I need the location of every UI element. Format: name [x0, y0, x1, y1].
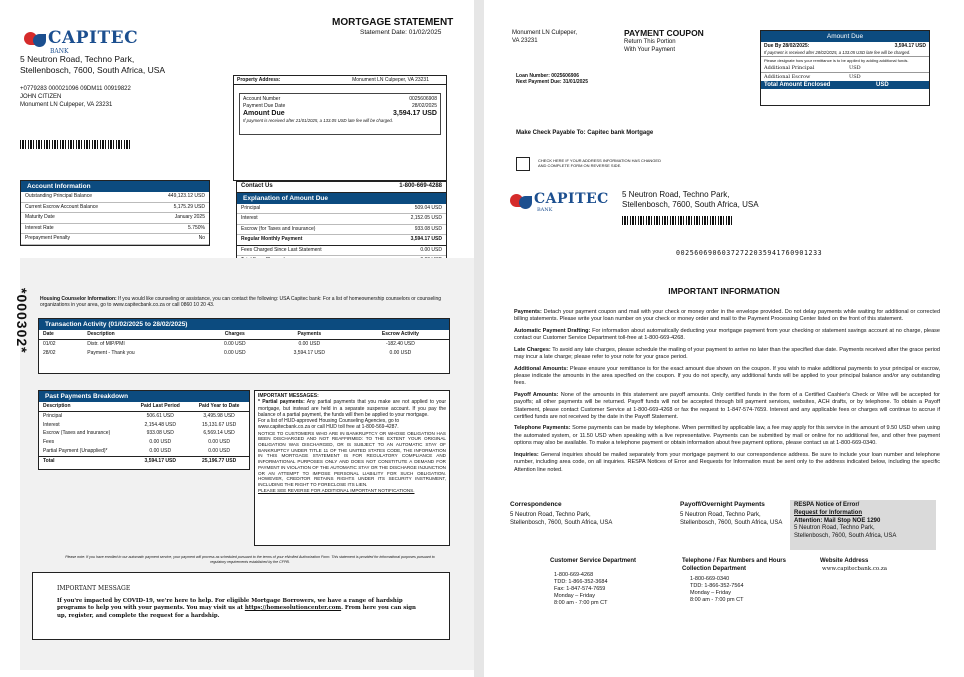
past-payments-table: [39, 402, 249, 465]
past-payments-cell: 0.00 USD: [149, 439, 172, 445]
explanation-header: Explanation of Amount Due: [237, 193, 446, 204]
partial-payments-lead: * Partial payments:: [258, 399, 305, 406]
transaction-cell: Distr. of MIP/PMI: [87, 340, 125, 347]
past-payments-cell: 0.00 USD: [208, 439, 230, 445]
covid-message-text: [57, 598, 425, 620]
covid-text-before: If you're impacted by COVID-19, we're here to help. For eligible Mortgage Borrowers, we have a range of hardship programs to help you with your payments. You may visit us at: [57, 598, 403, 612]
important-messages-title: IMPORTANT MESSAGES:: [258, 393, 319, 399]
explanation-value: 0.00 USD: [420, 246, 442, 253]
bankruptcy-notice: NOTICE TO CUSTOMERS WHO ARE IN BANKRUPTCY OR WHOSE OBLIGATION HAS BEEN DISCHARGED AND NOT REAFFIRMED: TO THE EXTENT YOUR ORIGINAL OBLIGATION WAS DISCHARGED, OR IS SUBJECT TO AN AUTOMATIC STAY OF BANKRUPTCY UNDER TITLE 11 OF THE UNITED STATES CODE, THE INFORMATION IN THIS MORTGAGE STATEMENT IS FOR REGULATORY COMPLIANCE AND INFORMATIONAL PURPOSES ONLY AND DOES NOT CONSTITUTE A DEMAND FOR PAYMENT IN VIOLATION OF THE AUTOMATIC STAY OR THE DISCHARGE INJUNCTION OR AN ATTEMPT TO IMPOSE PERSONAL LIABILITY FOR SUCH OBLIGATION. HOWEVER, CREDITOR RETAINS RIGHTS UNDER ITS SECURITY INSTRUMENT, INCLUDING THE RIGHT TO FORECLOSE ITS LIEN.: [258, 430, 446, 488]
info-paragraph: [514, 309, 940, 324]
past-payments-row: [39, 429, 249, 438]
bank-sub: BANK: [50, 48, 69, 55]
customer-service: [550, 558, 636, 608]
respa-sub: Request for Information: [794, 509, 863, 516]
borrower-name: JOHN CITIZEN: [20, 93, 62, 100]
tel-line: 1-800-669-0340: [690, 575, 730, 582]
payoff-address: [680, 501, 782, 528]
postal-barcode: [20, 140, 132, 149]
respa-attn: Attention: Mail Stop NOE 1290: [794, 517, 881, 524]
coupon-bank-name: CAPITEC: [534, 191, 609, 207]
bank-name: CAPITEC: [48, 28, 139, 48]
account-number-label: Account Number: [243, 96, 281, 103]
account-summary-box: [233, 75, 447, 181]
web-title: Website Address: [820, 558, 869, 564]
cs-line: TDD: 1-866-352-3684: [554, 578, 608, 585]
fine-print: Please note: If you have enrolled in our automatic payment service, your payment will process as scheduled pursuant to the terms of your eNrolled Authorization Form. This statement is provided for informational purposes pursuant to regulatory requirements established by the CFPB.: [65, 555, 435, 564]
transaction-cell: 0.00 USD: [223, 349, 246, 356]
correspondence-title: Correspondence: [510, 501, 562, 508]
amount-due-label: Amount Due: [243, 109, 285, 117]
info-paragraph-lead: Payments:: [514, 309, 542, 315]
coupon-bank-address-line2: Stellenbosch, 7600, South Africa, USA: [622, 200, 759, 210]
past-payments-row: [39, 456, 249, 465]
transactions-column-header: Charges: [203, 330, 267, 339]
transaction-cell: 28/02: [43, 349, 56, 356]
partial-payments-text: [258, 399, 446, 418]
past-payments-cell: Fees: [43, 439, 55, 445]
recipient-block: [20, 86, 131, 109]
coupon-designate-note: Please designate how your remittance is to be applied by adding additional funds.: [764, 57, 909, 63]
info-paragraph: [514, 452, 940, 474]
account-info-row: [21, 213, 209, 224]
coupon-next-payment: Next Payment Due: 31/01/2025: [516, 79, 588, 86]
important-info-body: [514, 309, 940, 478]
coupon-logo-icon: [510, 192, 534, 212]
account-info-label: Interest Rate: [25, 224, 54, 231]
past-payments-cell: 933.08 USD: [146, 430, 174, 437]
coupon-amount-header: Amount Due: [761, 31, 929, 42]
explanation-value: 933.08 USD: [414, 225, 442, 232]
tel-line: Monday – Friday: [690, 589, 731, 596]
past-payments-cell: 25,196.77 USD: [201, 457, 237, 464]
contact-phone[interactable]: 1-800-669-4288: [399, 183, 442, 189]
scan-line: 00256069060372722035941760901233: [676, 249, 823, 257]
info-paragraph-lead: Payoff Amounts:: [514, 391, 559, 398]
covid-message-box: [32, 572, 450, 640]
bank-address-line2: Stellenbosch, 7600, South Africa, USA: [20, 65, 166, 76]
account-info-row: [21, 234, 209, 245]
coupon-page: [484, 0, 964, 677]
cs-title: Customer Service Department: [550, 558, 637, 564]
correspondence-line1: 5 Neutron Road, Techno Park,: [510, 512, 591, 519]
counselor-lead: Housing Counselor Information:: [40, 296, 117, 302]
coupon-bank-address: [622, 190, 759, 211]
transactions-header: Transaction Activity (01/02/2025 to 28/02/2025): [39, 319, 449, 330]
statement-page: [0, 0, 474, 677]
explanation-label: Interest: [241, 215, 258, 222]
transaction-cell: -182.40 USD: [385, 340, 415, 347]
see-reverse-note: PLEASE SEE REVERSE FOR ADDITIONAL IMPORTANT NOTIFICATIONS.: [258, 487, 415, 493]
account-info-rows: [21, 192, 209, 245]
explanation-row: [237, 214, 446, 225]
info-paragraph: [514, 347, 940, 362]
past-payments-cell: 0.00 USD: [208, 447, 230, 454]
tel-line: TDD: 1-866-352-7564: [690, 582, 744, 589]
additional-principal-currency: USD: [849, 64, 861, 71]
coupon-bank-address-line1: 5 Neutron Road, Techno Park,: [622, 190, 730, 199]
account-info-label: Outstanding Principal Balance: [25, 193, 92, 199]
coupon-loan-info: [516, 73, 588, 86]
coupon-address-line1: Monument LN Culpeper,: [512, 30, 578, 36]
contact-label: Contact Us: [241, 183, 273, 189]
important-messages-box: [254, 390, 450, 546]
cs-line: 1-800-669-4268: [554, 571, 594, 578]
info-paragraph-text: Detach your payment coupon and mail with your check or money order in the envelope provided. Do not delay payments while waiting for additional or corrected billing statements. Please write your loan number on your check or money order and mail to the Payment Processing Center listed on the front of this statement.: [514, 309, 940, 323]
coupon-address: [512, 30, 577, 46]
transactions-box: [38, 318, 450, 374]
account-number: 0025606908: [409, 96, 437, 103]
payoff-line2: Stellenbosch, 7600, South Africa, USA: [680, 520, 783, 527]
past-payments-column-header: Paid Year to Date: [189, 402, 249, 411]
website-link[interactable]: www.capitecbank.co.za: [822, 565, 888, 572]
info-paragraph-text: For information about automatically deducting your mortgage payment from your checking or statement savings account at no charge, please contact our Customer Service Department toll-free at 1-800-669-4268.: [514, 327, 940, 342]
account-info-label: Prepayment Penalty: [25, 235, 71, 241]
explanation-row: [237, 225, 446, 236]
tel-lines: [682, 576, 786, 605]
account-info-value: 5.750%: [188, 224, 205, 231]
counselor-info: [40, 296, 460, 309]
cs-lines: [550, 572, 636, 608]
explanation-label: Regular Monthly Payment: [241, 236, 303, 243]
additional-escrow-currency: USD: [849, 73, 861, 80]
coupon-subtitle: [624, 39, 676, 55]
transaction-cell: 01/02: [43, 340, 56, 347]
coupon-sub1: Return This Portion: [624, 39, 676, 45]
explanation-label: Fees Charged Since Last Statement: [241, 246, 322, 253]
capitec-logo-icon: [24, 30, 48, 50]
transactions-column-header: Description: [83, 330, 203, 339]
check-payable: Make Check Payable To: Capitec bank Mortgage: [516, 130, 654, 136]
coupon-postal-barcode: [622, 216, 734, 225]
account-info-label: Current Escrow Account Balance: [25, 203, 99, 210]
transactions-column-header: Date: [39, 330, 83, 339]
explanation-value: 509.04 USD: [414, 204, 442, 211]
explanation-row: [237, 204, 446, 215]
tel-sub: Collection Department: [682, 565, 747, 572]
amount-due: 3,594.17 USD: [393, 109, 437, 117]
coupon-bank-sub: BANK: [537, 207, 553, 213]
info-paragraph-text: None of the amounts in this statement are payoff amounts. Only certified funds in the form of a Certified Cashier's Check or Wire will be accepted for payoffs; all other payments will be returned. Payoff funds will not be accepted through bill payment services, websites, ACH drafts, or by telephone. To obtain a Payoff Statement, please contact Customer Service at 1-800-669-4268 or fax the request to 1-847-574-7659. Interest and any applicable fees or charges will continue to accrue if certified funds are not received by the date in the Payoff Statement.: [514, 391, 940, 421]
additional-principal-label: Additional Principal: [764, 64, 815, 71]
past-payments-box: [38, 390, 250, 470]
info-paragraph: [514, 392, 940, 422]
property-label: Property Address:: [237, 77, 281, 83]
late-fee-note: If payment is received after 21/01/2025, a 133.05 USD late fee will be charged.: [243, 117, 394, 123]
coupon-loan-number: Loan Number: 0025606906: [516, 73, 580, 79]
info-paragraph-text: To avoid any late charges, please schedule the mailing of your payment to arrive no later than the specified due date. Payments received after the grace period may incur a late charge; please refer to your note for your grace period.: [514, 346, 940, 361]
info-paragraph-text: Please ensure your remittance is for the exact amount due shown on the coupon. If you wish to make additional payments to your principal or escrow, please indicate the amounts in the area specified on the coupon. If you do not specify, any additional funds will be applied to your principal balance and/or any outstanding fees.: [514, 365, 940, 387]
explanation-row: [237, 235, 446, 246]
payment-due-label: Payment Due Date: [243, 102, 286, 109]
past-payments-column-header: Description: [39, 402, 131, 411]
transaction-row: [39, 339, 449, 348]
info-paragraph: [514, 366, 940, 388]
info-paragraph: [514, 328, 940, 343]
transaction-cell: 0.00 USD: [223, 340, 246, 347]
capitec-logo: [24, 30, 138, 55]
coupon-late-note: If payment is received after 28/02/2025, a 133.05 USD late fee will be charged.: [761, 50, 929, 56]
transaction-row: [39, 349, 449, 358]
past-payments-cell: 15,131.67 USD: [201, 421, 237, 428]
info-paragraph: [514, 425, 940, 447]
info-paragraph-lead: Automatic Payment Drafting:: [514, 327, 591, 334]
transaction-cell: 0.00 USD: [389, 349, 412, 356]
account-info-value: 5,175.29 USD: [173, 203, 205, 210]
coupon-address-line2: VA 23231: [512, 37, 538, 44]
tel-line: 8:00 am - 7:00 pm CT: [690, 597, 744, 604]
additional-escrow-label: Additional Escrow: [764, 73, 811, 80]
mail-code: +0779283 000021096 09DM11 00919822: [20, 86, 131, 92]
explanation-label: Escrow (for Taxes and Insurance): [241, 225, 316, 232]
explanation-value: 3,594.17 USD: [410, 236, 442, 243]
address-change-text: CHECK HERE IF YOUR ADDRESS INFORMATION HAS CHANGED AND COMPLETE FORM ON REVERSE SIDE.: [538, 158, 661, 169]
past-payments-cell: 2,154.48 USD: [144, 421, 176, 428]
past-payments-cell: 3,594.17 USD: [144, 457, 176, 464]
past-payments-cell: Principal: [43, 412, 63, 419]
past-payments-cell: 506.61 USD: [146, 412, 174, 419]
coupon-due-by-label: Due By 28/02/2025:: [764, 43, 810, 49]
cs-line: Fax: 1-847-574-7659: [554, 586, 606, 593]
transactions-column-header: Payments: [267, 330, 352, 339]
past-payments-row: [39, 421, 249, 430]
past-payments-cell: 0.00 USD: [149, 447, 172, 454]
counselor-text: If you would like counseling or assistance, you can contact the following: USA Capitec bank: For a list of homeownership counselors or counseling organizations in your area, go to www.capitecbank.co.za or call 0860 10 20 43.: [40, 296, 442, 309]
telephone-fax: [682, 558, 786, 604]
account-info-row: [21, 224, 209, 235]
transactions-column-header: Escrow Activity: [352, 330, 449, 339]
respa-address: [790, 500, 936, 550]
coupon-capitec-logo: [510, 192, 609, 213]
bank-address: [20, 54, 165, 76]
partial-payments-body: Any partial payments that you make are not applied to your mortgage, but instead are held in a separate suspense account. If you pay the balance of a partial payment, the funds will then be applied to your mortgage.: [258, 399, 446, 418]
account-info-label: Maturity Date: [25, 214, 55, 220]
transaction-cell: 3,594.17 USD: [293, 349, 325, 356]
cs-line: 8:00 am - 7:00 pm CT: [554, 600, 608, 607]
property-address: Monument LN Culpeper, VA 23231: [352, 77, 429, 83]
account-info-row: [21, 203, 209, 214]
transactions-table: [39, 330, 449, 357]
past-payments-cell: 6,569.14 USD: [203, 430, 235, 437]
correspondence-address: [510, 501, 612, 528]
account-info-row: [21, 192, 209, 203]
total-enclosed-row[interactable]: [761, 81, 929, 89]
past-payments-header: Past Payments Breakdown: [39, 391, 249, 402]
info-paragraph-lead: Telephone Payments:: [514, 425, 571, 432]
correspondence-line2: Stellenbosch, 7600, South Africa, USA: [510, 520, 613, 527]
coupon-title: PAYMENT COUPON: [624, 28, 704, 38]
website: [820, 558, 887, 573]
info-paragraph-text: Some payments can be made by telephone. When permitted by applicable law, a fee may apply for this service in the amount of 9.50 USD when using the automated system, or 11.50 USD when speaking with a live representative. Payments can be submitted by mail or online for no additional fee, and other free payment options may also be available. To make a telephone payment or obtain information about free payment options, please contact us at 1-800-669-0340.: [514, 425, 940, 447]
covid-message-title: IMPORTANT MESSAGE: [57, 585, 131, 592]
borrower-address: Monument LN Culpeper, VA 23231: [20, 101, 113, 108]
tel-title: Telephone / Fax Numbers and Hours: [682, 558, 786, 564]
statement-title: MORTGAGE STATEMENT: [332, 17, 454, 28]
past-payments-cell: Interest: [43, 421, 60, 428]
side-code: *000302*: [14, 288, 30, 354]
past-payments-row: [39, 438, 249, 447]
respa-line1: 5 Neutron Road, Techno Park,: [794, 525, 875, 532]
bank-address-line1: 5 Neutron Road, Techno Park,: [20, 54, 135, 64]
account-info-value: January 2025: [174, 214, 205, 220]
account-info-value: 449,123.12 USD: [168, 193, 205, 199]
past-payments-cell: 3,495.98 USD: [203, 412, 235, 419]
important-info-title: IMPORTANT INFORMATION: [668, 286, 780, 296]
past-payments-cell: Total: [43, 457, 55, 464]
due-box: [239, 93, 441, 135]
past-payments-cell: Escrow (Taxes and Insurance): [43, 430, 111, 437]
address-change-checkbox[interactable]: [516, 157, 530, 171]
coupon-due-by-value: 3,594.17 USD: [894, 43, 926, 49]
account-info-header: Account Information: [21, 181, 209, 192]
info-paragraph-text: General inquiries should be mailed separately from your mortgage payment to our correspondence address. Be sure to include your loan number and telephone number, including area code, on all inquiries. RESPA Notices of Error and Requests for Information must be sent only to the address indicated below, including the specific Attention line noted.: [514, 451, 940, 473]
info-paragraph-lead: Inquiries:: [514, 451, 539, 458]
past-payments-row: [39, 447, 249, 456]
account-info-box: [20, 180, 210, 246]
past-payments-row: [39, 411, 249, 420]
account-info-value: No: [198, 235, 205, 241]
total-enclosed-currency: USD: [876, 82, 889, 88]
transaction-cell: 0.00 USD: [298, 340, 321, 347]
past-payments-cell: Partial Payment (Unapplied)*: [43, 447, 108, 454]
payoff-title: Payoff/Overnight Payments: [680, 501, 765, 508]
total-enclosed-label: Total Amount Enclosed: [764, 82, 831, 88]
payment-due-date: 28/02/2025: [411, 102, 437, 109]
respa-title: RESPA Notice of Error/: [794, 502, 860, 508]
payoff-line1: 5 Neutron Road, Techno Park,: [680, 512, 761, 519]
coupon-sub2: With Your Payment: [624, 46, 676, 53]
cs-line: Monday – Friday: [554, 593, 595, 600]
explanation-row: [237, 246, 446, 257]
explanation-label: Principal: [241, 204, 261, 211]
covid-text-after: . From here you can sign up, register, and complete the request for a hardship.: [57, 605, 416, 619]
statement-date: Statement Date: 01/02/2025: [360, 29, 442, 36]
coupon-amount-box: [760, 30, 930, 106]
respa-line2: Stellenbosch, 7600, South Africa, USA: [794, 533, 897, 540]
info-paragraph-lead: Additional Amounts:: [514, 365, 569, 372]
past-payments-column-header: Paid Last Period: [131, 402, 189, 411]
explanation-value: 2,152.05 USD: [410, 215, 442, 222]
info-paragraph-lead: Late Charges:: [514, 346, 551, 353]
hud-text: For a list of HUD-approved Housing Counseling Agencies, go to www.capitecbank.co.za or call HUD toll free at 1-800-569-4287.: [258, 418, 400, 431]
homesolution-link[interactable]: https://homesolutioncenter.com: [244, 605, 342, 612]
transaction-cell: Payment - Thank you: [87, 349, 135, 356]
